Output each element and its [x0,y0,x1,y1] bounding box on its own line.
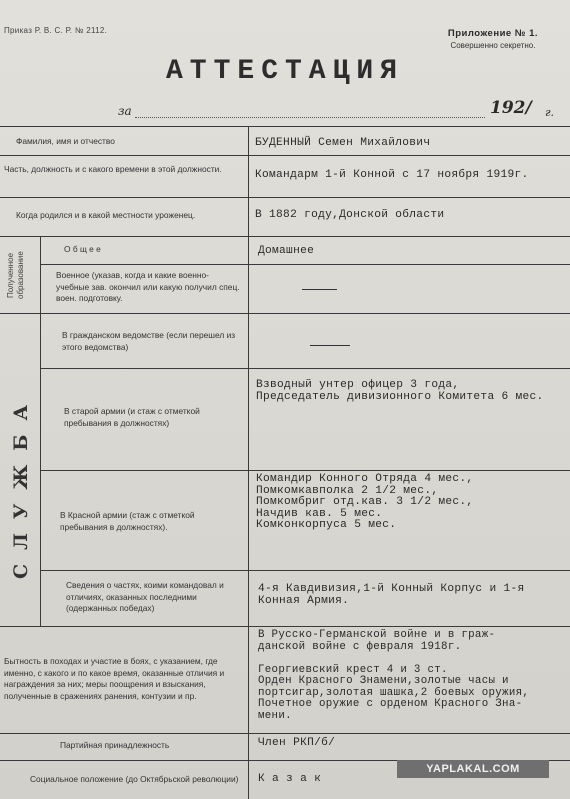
civil-service-dash [310,345,350,346]
old-army-label: В старой армии (и стаж с отметкой пребывания в должностях) [64,406,200,428]
rule [40,264,570,265]
rule [40,368,570,369]
rule [0,197,570,198]
rule [0,313,570,314]
education-general-value: Домашнее [258,245,315,257]
classification-label: Совершенно секретно. [450,41,536,50]
rule [0,236,570,237]
service-section-label [8,360,34,610]
birth-label: Когда родился и в какой местности уроженец. [16,210,196,220]
year-value: 192/ [490,98,532,118]
campaigns-label: Бытность в походах и участие в боях, с указанием, где именно, с какого и по какое время, оказанные отличия и награждения за них; меры поощрения и взыскания, полученные в сражениях ранения, контузии и пр. [4,656,225,701]
rule [0,155,570,156]
watermark-logo: YAPLAKAL.COM [397,760,549,778]
education-military-dash [302,289,337,290]
social-label: Социальное положение (до Октябрьской революции) [30,774,239,784]
rule [0,126,570,127]
education-section-label: Полученное образование [6,251,25,299]
education-military-label: Военное (указав, когда и какие военно-учебные зав. окончил или какую получил спец. воен. подготовку. [56,270,240,303]
section-divider [40,236,41,626]
year-suffix: г. [545,106,555,119]
rule [0,626,570,627]
rule [40,570,570,571]
rule [40,470,570,471]
civil-service-label: В гражданском ведомстве (если перешел из этого ведомства) [62,330,236,352]
birth-value: В 1882 году,Донской области [255,209,445,221]
position-value: Командарм 1-й Конной с 17 ноября 1919г. [255,169,529,181]
year-dotted-line [135,117,485,118]
social-value: К а з а к [258,773,322,785]
party-value: Член РКП/б/ [258,737,336,749]
appendix-label: Приложение № 1. [447,28,538,39]
rule [0,733,570,734]
header-right [448,28,538,50]
column-divider [248,126,249,799]
name-value: БУДЕННЫЙ Семен Михайлович [255,137,431,149]
position-label: Часть, должность и с какого времени в этой должности. [4,164,222,174]
education-general-label: О б щ е е [64,244,101,254]
campaigns-value: В Русско-Германской войне и в граж- данской войне с февраля 1918г. Георгиевский крест 4 и 3 ст. Орден Красного Знамени,золотые часы и портсигар,золотая шашка,2 боевых оружия, Почетное оружие с орденом Красного Зна- мени. [258,629,530,722]
old-army-value: Взводный унтер офицер 3 года, Председатель дивизионного Комитета 6 мес. [256,379,544,403]
page-title: АТТЕСТАЦИЯ [165,56,405,87]
red-army-value: Командир Конного Отряда 4 мес., Помкомкавполка 2 1/2 мес., Помкомбриг отд.кав. 3 1/2 мес., Начдив кав. 5 мес. Комконкорпуса 5 мес. [256,473,474,531]
name-label: Фамилия, имя и отчество [16,136,115,146]
party-label: Партийная принадлежность [60,740,170,750]
service-section-text: СЛУЖБА [10,391,32,579]
order-reference: Приказ Р. В. С. Р. № 2112. [4,26,108,35]
red-army-label: В Красной армии (стаж с отметкой пребывания в должностях). [60,510,195,532]
units-label: Сведения о частях, коими командовал и отличиях, оказанных последними (одержанных победах) [66,580,224,613]
units-value: 4-я Кавдивизия,1-й Конный Корпус и 1-я Конная Армия. [258,583,525,607]
year-prefix: за [118,104,132,118]
